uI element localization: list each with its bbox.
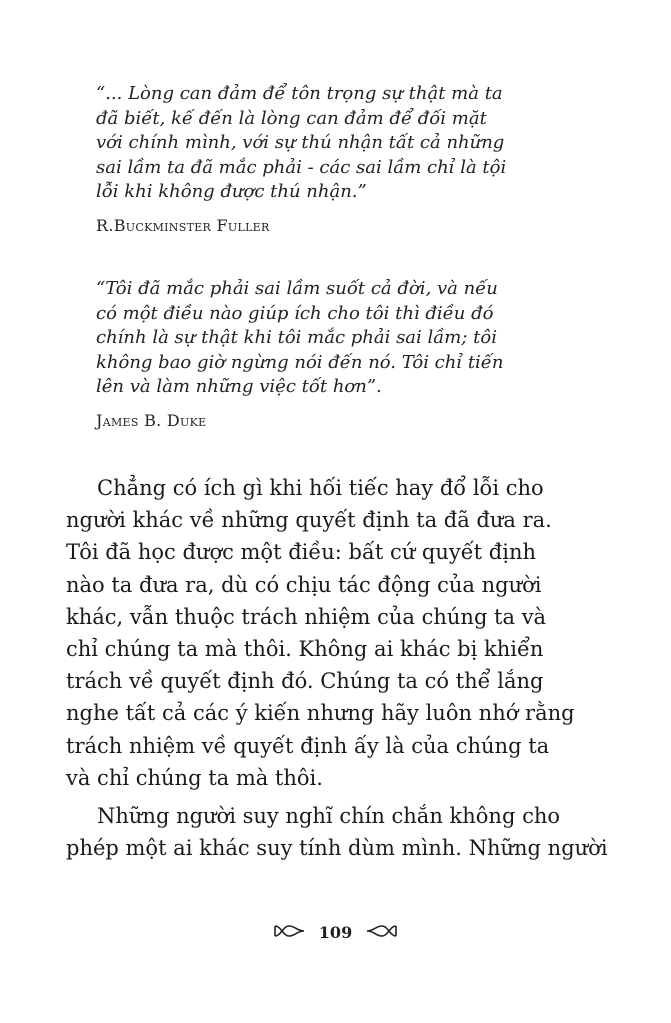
quote-line: có một điều nào giúp ích cho tôi thì điều đó — [96, 302, 494, 324]
quote-line: chính là sự thật khi tôi mắc phải sai lầm; tôi — [96, 327, 497, 348]
paragraph-line: trách về quyết định đó. Chúng ta có thể lắng — [66, 669, 544, 694]
quote-line: sai lầm ta đã mắc phải - các sai lầm chỉ là tội — [96, 156, 507, 178]
body-paragraph-1 — [66, 472, 575, 794]
left-ornament-icon — [273, 923, 307, 943]
paragraph-line: Những người suy nghĩ chín chắn không cho — [97, 804, 560, 828]
paragraph-line: phép một ai khác suy tính dùm mình. Những người — [66, 836, 608, 861]
paragraph-line: nghe tất cả các ý kiến nhưng hãy luôn nhớ rằng — [66, 701, 575, 726]
quote-author-2: James B. Duke — [96, 411, 207, 430]
quote-line: với chính mình, với sự thú nhận tất cả những — [96, 132, 505, 153]
quote-line: “... Lòng can đảm để tôn trọng sự thật mà ta — [96, 83, 503, 104]
right-ornament-icon — [364, 923, 398, 943]
page-footer — [0, 922, 671, 943]
quote-line: đã biết, kế đến là lòng can đảm để đối mặt — [96, 107, 487, 129]
quote-line: lỗi khi không được thú nhận.” — [96, 181, 367, 202]
epigraph-quote-2 — [96, 277, 611, 400]
quote-line: lên và làm những việc tốt hơn”. — [96, 376, 382, 397]
body-paragraph-2 — [66, 800, 608, 864]
paragraph-line: khác, vẫn thuộc trách nhiệm của chúng ta và — [66, 604, 547, 629]
paragraph-line: trách nhiệm về quyết định ấy là của chúng ta — [66, 733, 550, 758]
quote-line: “Tôi đã mắc phải sai lầm suốt cả đời, và nếu — [96, 278, 498, 299]
paragraph-line: Tôi đã học được một điều: bất cứ quyết định — [66, 540, 537, 565]
page-number: 109 — [318, 923, 353, 942]
paragraph-line: và chỉ chúng ta mà thôi. — [66, 765, 323, 790]
quote-author-1: R.Buckminster Fuller — [96, 216, 270, 235]
paragraph-line: nào ta đưa ra, dù có chịu tác động của người — [66, 572, 542, 597]
quote-line: không bao giờ ngừng nói đến nó. Tôi chỉ tiến — [96, 351, 504, 373]
paragraph-line: chỉ chúng ta mà thôi. Không ai khác bị khiển — [66, 637, 544, 662]
paragraph-line: người khác về những quyết định ta đã đưa ra. — [66, 508, 552, 533]
paragraph-line: Chẳng có ích gì khi hối tiếc hay đổ lỗi cho — [97, 476, 544, 500]
epigraph-quote-1 — [96, 82, 611, 205]
